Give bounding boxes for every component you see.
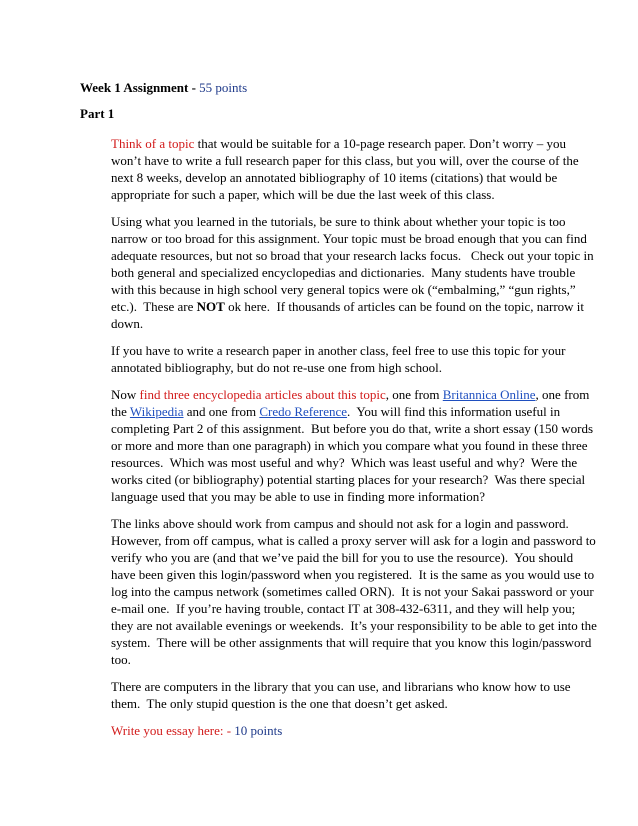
text-line — [111, 135, 566, 152]
text-line: works cited (or bibliography) potential starting places for your research? Was there special — [111, 472, 586, 487]
title-text: Week 1 Assignment - — [80, 80, 200, 95]
text-line: both general and specialized encyclopedias and dictionaries. Many students have trouble — [111, 265, 576, 280]
text-line — [111, 403, 560, 420]
text-span: , one from — [535, 387, 590, 402]
text-line: too. — [111, 652, 131, 667]
text-span: etc.). These are — [111, 299, 197, 314]
text-line: verify who you are (and that we’ve paid the bill for you to use the resource). You should — [111, 550, 574, 565]
text-line: The links above should work from campus and should not ask for a login and password. — [111, 516, 569, 531]
britannica-link[interactable]: Britannica Online — [442, 387, 536, 402]
text-span: the — [111, 404, 130, 419]
essay-prompt-text: Write you essay here: - — [111, 723, 235, 738]
text-span: . You will find this information useful in — [347, 404, 561, 419]
text-line: won’t have to write a full research paper for this class, but you will, over the course of the — [111, 153, 579, 168]
emphasis-text: NOT — [196, 299, 225, 314]
text-span: , one from — [385, 387, 443, 402]
text-span: and one from — [183, 404, 260, 419]
assignment-title — [80, 79, 247, 96]
text-line: with this because in high school very general topics were ok (“embalming,” “gun rights,” — [111, 282, 576, 297]
text-line: annotated bibliography, but do not re-use one from high school. — [111, 360, 442, 375]
text-line: log into the campus network (sometimes called ORN). It is not your Sakai password or your — [111, 584, 594, 599]
text-line: appropriate for such a paper, which will be due the last week of this class. — [111, 187, 495, 202]
text-line: or more and more than one paragraph) in which you compare what you found in these three — [111, 438, 588, 453]
credo-reference-link[interactable]: Credo Reference — [259, 404, 348, 419]
text-line: e-mail one. If you’re having trouble, contact IT at 308-432-6311, and they will help you; — [111, 601, 576, 616]
text-line: they are not available evenings or weekends. It’s your responsibility to be able to get into the — [111, 618, 597, 633]
text-line: them. The only stupid question is the one that doesn’t get asked. — [111, 696, 448, 711]
text-line: However, from off campus, what is called a proxy server will ask for a login and password to — [111, 533, 596, 548]
text-line: have been given this login/password when you registered. It is the same as you would use to — [111, 567, 595, 582]
text-line: language used that you may be able to use in finding more information? — [111, 489, 486, 504]
essay-prompt — [111, 722, 282, 739]
text-line: resources. Which was most useful and why? Which was least useful and why? Were the — [111, 455, 578, 470]
part-heading: Part 1 — [80, 106, 115, 121]
essay-points: 10 points — [234, 723, 283, 738]
text-line: Using what you learned in the tutorials, be sure to think about whether your topic is too — [111, 214, 566, 229]
text-line — [111, 386, 589, 403]
wikipedia-link[interactable]: Wikipedia — [129, 404, 184, 419]
text-span: Now — [111, 387, 140, 402]
highlight-text: Think of a topic — [111, 136, 195, 151]
title-points: 55 points — [199, 80, 248, 95]
text-span: ok here. If thousands of articles can be found on the topic, narrow it — [224, 299, 585, 314]
text-line: down. — [111, 316, 144, 331]
text-span: that would be suitable for a 10-page research paper. Don’t worry – you — [194, 136, 566, 151]
text-line: If you have to write a research paper in another class, feel free to use this topic for your — [111, 343, 566, 358]
text-line: adequate resources, but not so broad that your research lacks focus. Check out your topic in — [111, 248, 594, 263]
text-line: completing Part 2 of this assignment. But before you do that, write a short essay (150 words — [111, 421, 594, 436]
text-line: next 8 weeks, develop an annotated bibliography of 10 items (citations) that would be — [111, 170, 558, 185]
text-line: There are computers in the library that you can use, and librarians who know how to use — [111, 679, 571, 694]
text-line — [111, 298, 584, 315]
text-line: system. There will be other assignments that will require that you know this login/password — [111, 635, 592, 650]
text-line: narrow or too broad for this assignment. Your topic must be broad enough that you can find — [111, 231, 587, 246]
highlight-text: find three encyclopedia articles about this topic — [139, 387, 386, 402]
